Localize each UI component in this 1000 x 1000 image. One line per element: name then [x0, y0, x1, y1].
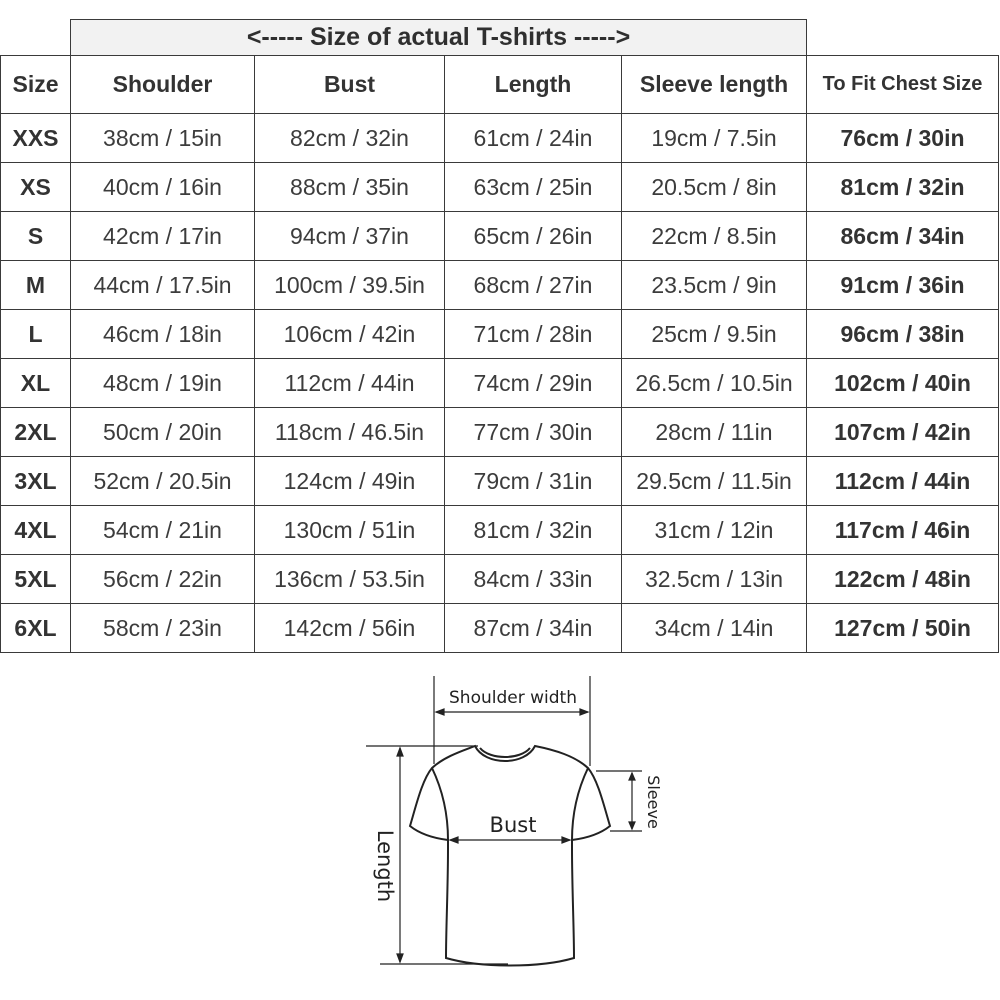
size-cell: XXS	[1, 114, 71, 163]
sleeve-length-cell: 22cm / 8.5in	[622, 212, 807, 261]
arrowhead	[629, 773, 635, 780]
bust-cell: 94cm / 37in	[255, 212, 445, 261]
header-sleeve-length: Sleeve length	[622, 56, 807, 114]
table-row	[1, 457, 999, 506]
blank-corner-cell	[807, 20, 999, 56]
shoulder-cell: 48cm / 19in	[71, 359, 255, 408]
length-cell: 61cm / 24in	[445, 114, 622, 163]
table-row	[1, 359, 999, 408]
length-label: Length	[373, 829, 397, 903]
bust-cell: 136cm / 53.5in	[255, 555, 445, 604]
tshirt-left-sleeve-seam	[432, 768, 448, 840]
table-row	[1, 604, 999, 653]
fit-chest-size-cell: 76cm / 30in	[807, 114, 999, 163]
size-cell: XS	[1, 163, 71, 212]
fit-chest-size-cell: 86cm / 34in	[807, 212, 999, 261]
shoulder-cell: 42cm / 17in	[71, 212, 255, 261]
tshirt-diagram-svg	[360, 668, 663, 978]
sleeve-label: Sleeve	[644, 775, 663, 829]
header-bust: Bust	[255, 56, 445, 114]
length-cell: 63cm / 25in	[445, 163, 622, 212]
table-row	[1, 261, 999, 310]
arrowhead	[450, 837, 458, 843]
sleeve-length-cell: 32.5cm / 13in	[622, 555, 807, 604]
size-chart-table	[0, 19, 999, 653]
size-cell: XL	[1, 359, 71, 408]
shoulder-cell: 44cm / 17.5in	[71, 261, 255, 310]
sleeve-length-cell: 28cm / 11in	[622, 408, 807, 457]
fit-chest-size-cell: 127cm / 50in	[807, 604, 999, 653]
length-cell: 74cm / 29in	[445, 359, 622, 408]
bust-cell: 130cm / 51in	[255, 506, 445, 555]
bust-cell: 124cm / 49in	[255, 457, 445, 506]
fit-chest-size-cell: 91cm / 36in	[807, 261, 999, 310]
shoulder-width-label: Shoulder width	[449, 688, 577, 708]
size-cell: L	[1, 310, 71, 359]
length-cell: 68cm / 27in	[445, 261, 622, 310]
arrowhead	[397, 748, 403, 756]
table-title: <----- Size of actual T-shirts ----->	[71, 20, 807, 56]
tshirt-measurement-diagram	[360, 668, 663, 978]
arrowhead	[629, 822, 635, 829]
length-cell: 77cm / 30in	[445, 408, 622, 457]
shoulder-cell: 54cm / 21in	[71, 506, 255, 555]
tshirt-right-sleeve-seam	[572, 768, 588, 840]
sleeve-length-cell: 26.5cm / 10.5in	[622, 359, 807, 408]
bust-cell: 106cm / 42in	[255, 310, 445, 359]
length-cell: 84cm / 33in	[445, 555, 622, 604]
table-row	[1, 506, 999, 555]
bust-label: Bust	[489, 813, 537, 837]
sleeve-length-cell: 29.5cm / 11.5in	[622, 457, 807, 506]
shoulder-cell: 56cm / 22in	[71, 555, 255, 604]
arrowhead	[562, 837, 570, 843]
bust-cell: 112cm / 44in	[255, 359, 445, 408]
table-row	[1, 212, 999, 261]
header-length: Length	[445, 56, 622, 114]
fit-chest-size-cell: 117cm / 46in	[807, 506, 999, 555]
header-shoulder: Shoulder	[71, 56, 255, 114]
size-cell: 2XL	[1, 408, 71, 457]
table-title-row	[1, 20, 999, 56]
length-cell: 87cm / 34in	[445, 604, 622, 653]
sleeve-length-cell: 25cm / 9.5in	[622, 310, 807, 359]
table-row	[1, 163, 999, 212]
tshirt-collar	[480, 748, 530, 757]
table-row	[1, 555, 999, 604]
fit-chest-size-cell: 96cm / 38in	[807, 310, 999, 359]
sleeve-length-cell: 19cm / 7.5in	[622, 114, 807, 163]
length-cell: 71cm / 28in	[445, 310, 622, 359]
size-cell: 6XL	[1, 604, 71, 653]
sleeve-length-cell: 20.5cm / 8in	[622, 163, 807, 212]
table-row	[1, 310, 999, 359]
blank-corner-cell	[1, 20, 71, 56]
arrowhead	[397, 954, 403, 962]
bust-cell: 100cm / 39.5in	[255, 261, 445, 310]
size-cell: M	[1, 261, 71, 310]
bust-cell: 142cm / 56in	[255, 604, 445, 653]
size-cell: 5XL	[1, 555, 71, 604]
shoulder-cell: 38cm / 15in	[71, 114, 255, 163]
fit-chest-size-cell: 112cm / 44in	[807, 457, 999, 506]
shoulder-cell: 52cm / 20.5in	[71, 457, 255, 506]
table-row	[1, 114, 999, 163]
table-row	[1, 408, 999, 457]
header-fit-chest-size: To Fit Chest Size	[807, 56, 999, 114]
shoulder-cell: 58cm / 23in	[71, 604, 255, 653]
arrowhead	[580, 709, 588, 715]
sleeve-length-cell: 23.5cm / 9in	[622, 261, 807, 310]
header-size: Size	[1, 56, 71, 114]
shoulder-cell: 50cm / 20in	[71, 408, 255, 457]
bust-cell: 88cm / 35in	[255, 163, 445, 212]
fit-chest-size-cell: 107cm / 42in	[807, 408, 999, 457]
table-header-row	[1, 56, 999, 114]
size-cell: 4XL	[1, 506, 71, 555]
tshirt-outline	[410, 746, 610, 966]
fit-chest-size-cell: 102cm / 40in	[807, 359, 999, 408]
fit-chest-size-cell: 122cm / 48in	[807, 555, 999, 604]
length-cell: 81cm / 32in	[445, 506, 622, 555]
bust-cell: 82cm / 32in	[255, 114, 445, 163]
shoulder-cell: 46cm / 18in	[71, 310, 255, 359]
table-body	[1, 114, 999, 653]
arrowhead	[436, 709, 444, 715]
length-cell: 79cm / 31in	[445, 457, 622, 506]
size-cell: S	[1, 212, 71, 261]
size-cell: 3XL	[1, 457, 71, 506]
length-cell: 65cm / 26in	[445, 212, 622, 261]
fit-chest-size-cell: 81cm / 32in	[807, 163, 999, 212]
bust-cell: 118cm / 46.5in	[255, 408, 445, 457]
sleeve-length-cell: 31cm / 12in	[622, 506, 807, 555]
sleeve-length-cell: 34cm / 14in	[622, 604, 807, 653]
shoulder-cell: 40cm / 16in	[71, 163, 255, 212]
